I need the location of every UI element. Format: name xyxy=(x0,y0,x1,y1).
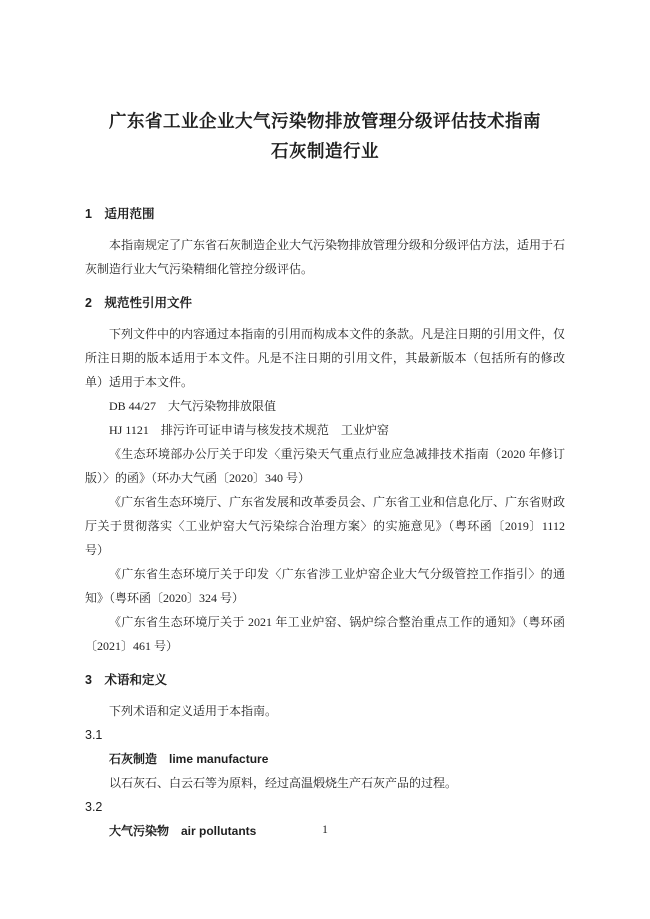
document-title-line1: 广东省工业企业大气污染物排放管理分级评估技术指南 xyxy=(109,111,541,131)
reference-item-yuehuan-2021-461: 《广东省生态环境厅关于 2021 年工业炉窑、锅炉综合整治重点工作的通知》（粤环函〔2021〕461 号） xyxy=(85,615,565,653)
reference-item-mee-2020-340: 《生态环境部办公厅关于印发〈重污染天气重点行业应急减排技术指南（2020 年修订版）〉的函》（环办大气函〔2020〕340 号） xyxy=(85,447,565,485)
body-paragraph-references-intro: 下列文件中的内容通过本指南的引用而构成本文件的条款。凡是注日期的引用文件，仅所注日期的版本适用于本文件。凡是不注日期的引用文件，其最新版本（包括所有的修改单）适用于本文件。 xyxy=(85,327,566,389)
page-number: 1 xyxy=(322,824,328,836)
body-paragraph-scope: 本指南规定了广东省石灰制造企业大气污染物排放管理分级和分级评估方法，适用于石灰制造行业大气污染精细化管控分级评估。 xyxy=(85,238,566,276)
term-heading-air-pollutants: 大气污染物 air pollutants xyxy=(109,824,257,838)
body-paragraph-lime-definition: 以石灰石、白云石等为原料，经过高温煅烧生产石灰产品的过程。 xyxy=(109,776,458,790)
clause-number-3-1: 3.1 xyxy=(85,728,103,742)
reference-item-hj1121: HJ 1121 排污许可证申请与核发技术规范 工业炉窑 xyxy=(109,423,389,437)
reference-item-db4427: DB 44/27 大气污染物排放限值 xyxy=(109,399,277,413)
clause-number-3-2: 3.2 xyxy=(85,800,103,814)
reference-item-yuehuan-2019-1112: 《广东省生态环境厅、广东省发展和改革委员会、广东省工业和信息化厅、广东省财政厅关于贯彻落实〈工业炉窑大气污染综合治理方案〉的实施意见》（粤环函〔2019〕1112 号） xyxy=(85,495,566,557)
section-heading-scope: 1 适用范围 xyxy=(85,207,155,221)
term-heading-lime-manufacture: 石灰制造 lime manufacture xyxy=(109,752,269,766)
document-title-line2: 石灰制造行业 xyxy=(271,141,379,161)
section-heading-normative-references: 2 规范性引用文件 xyxy=(85,296,192,310)
section-heading-terms: 3 术语和定义 xyxy=(85,673,167,687)
document-title xyxy=(85,106,565,166)
reference-item-yuehuan-2020-324: 《广东省生态环境厅关于印发〈广东省涉工业炉窑企业大气分级管控工作指引〉的通知》（粤环函〔2020〕324 号） xyxy=(85,567,565,605)
body-paragraph-terms-intro: 下列术语和定义适用于本指南。 xyxy=(109,704,278,718)
